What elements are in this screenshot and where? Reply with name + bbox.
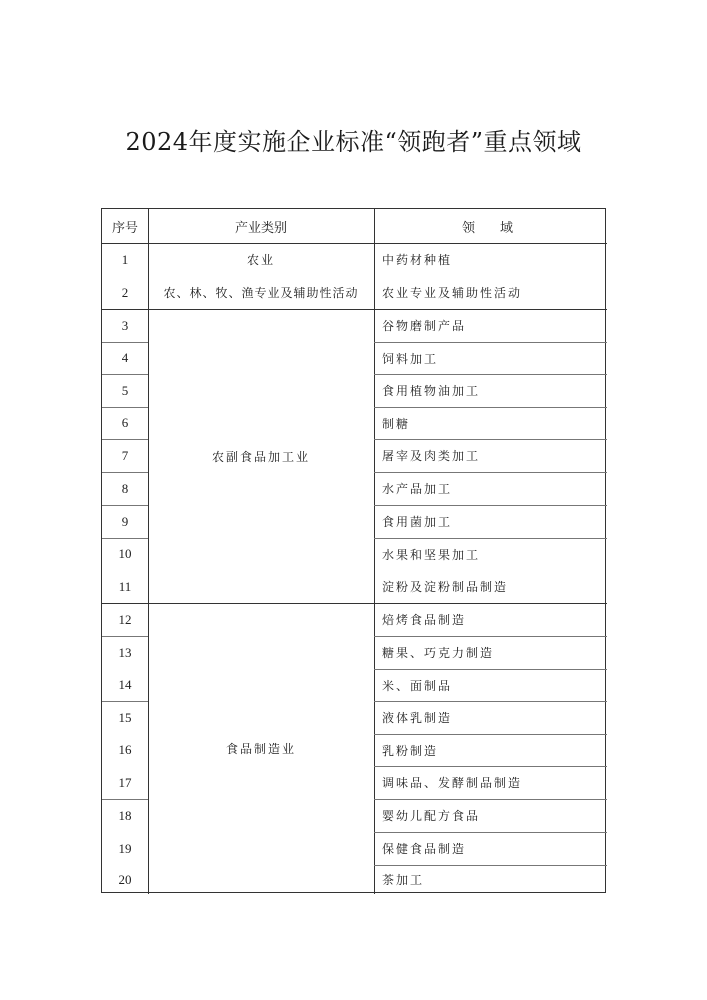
row-divider <box>374 636 607 637</box>
row-divider <box>374 342 607 343</box>
row-divider <box>374 832 607 833</box>
row-seq: 8 <box>121 480 129 496</box>
seq-divider <box>102 439 148 440</box>
row-divider <box>374 701 607 702</box>
row-seq: 17 <box>118 774 132 790</box>
row-divider <box>374 505 607 506</box>
row-seq: 5 <box>121 382 129 398</box>
row-seq: 2 <box>121 284 129 300</box>
row-divider <box>374 374 607 375</box>
header-domain: 领 域 <box>461 220 519 236</box>
row-divider <box>374 669 607 670</box>
row-domain: 保健食品制造 <box>382 842 467 856</box>
row-domain: 水果和坚果加工 <box>382 547 481 562</box>
row-seq: 20 <box>118 871 132 887</box>
row-divider <box>374 439 607 440</box>
row-seq: 6 <box>121 415 129 430</box>
row-domain: 制糖 <box>382 416 411 431</box>
row-domain: 糖果、巧克力制造 <box>382 646 495 660</box>
row-divider <box>374 734 607 735</box>
row-domain: 婴幼儿配方食品 <box>382 809 481 823</box>
col-divider-category <box>374 209 375 894</box>
row-seq: 16 <box>118 742 132 757</box>
row-seq: 4 <box>121 350 129 365</box>
row-domain: 淀粉及淀粉制品制造 <box>382 580 509 594</box>
row-seq: 12 <box>118 611 132 627</box>
row-divider <box>374 766 607 767</box>
row-seq: 1 <box>121 251 129 267</box>
seq-divider <box>102 472 148 473</box>
row-domain: 食用植物油加工 <box>382 384 481 398</box>
seq-divider <box>102 701 148 702</box>
row-domain: 水产品加工 <box>382 482 453 496</box>
row-divider <box>374 472 607 473</box>
seq-divider <box>102 374 148 375</box>
row-seq: 9 <box>121 513 129 529</box>
row-domain: 中药材种植 <box>382 253 453 267</box>
row-seq: 13 <box>118 644 132 660</box>
row-seq: 10 <box>118 546 132 561</box>
row-domain: 谷物磨制产品 <box>382 319 467 333</box>
row-domain: 乳粉制造 <box>382 743 439 758</box>
row-divider <box>374 538 607 539</box>
row-seq: 14 <box>118 677 132 692</box>
row-domain: 茶加工 <box>382 873 425 887</box>
row-seq: 11 <box>118 578 132 594</box>
row-domain: 农业专业及辅助性活动 <box>382 286 523 300</box>
row-domain: 米、面制品 <box>382 678 453 693</box>
seq-divider <box>102 636 148 637</box>
group-divider <box>102 603 607 604</box>
row-domain: 液体乳制造 <box>382 711 453 725</box>
group-divider <box>102 309 607 310</box>
row-divider <box>374 407 607 408</box>
seq-divider <box>102 407 148 408</box>
row-seq: 15 <box>118 709 132 725</box>
seq-divider <box>102 342 148 343</box>
row-seq: 19 <box>118 840 132 856</box>
category-agri-service: 农、林、牧、渔专业及辅助性活动 <box>163 286 359 300</box>
row-domain: 食用菌加工 <box>382 515 453 529</box>
row-seq: 18 <box>118 807 132 823</box>
category-food-manufacturing: 食品制造业 <box>225 742 296 756</box>
header-seq: 序号 <box>111 220 138 236</box>
row-divider <box>374 799 607 800</box>
row-domain: 饲料加工 <box>382 351 439 366</box>
row-seq: 7 <box>121 447 129 463</box>
col-divider-seq <box>148 209 149 894</box>
row-domain: 焙烤食品制造 <box>382 613 467 627</box>
seq-divider <box>102 538 148 539</box>
row-domain: 屠宰及肉类加工 <box>382 449 481 463</box>
header-category: 产业类别 <box>234 220 287 236</box>
row-seq: 3 <box>121 317 129 333</box>
seq-divider <box>102 799 148 800</box>
row-divider <box>374 865 607 866</box>
page-title: 2024年度实施企业标准“领跑者”重点领域 <box>125 128 582 156</box>
row-domain: 调味品、发酵制品制造 <box>382 776 523 790</box>
domain-table <box>101 208 606 893</box>
category-agri: 农业 <box>246 253 275 267</box>
seq-divider <box>102 505 148 506</box>
category-food-processing: 农副食品加工业 <box>211 449 310 464</box>
